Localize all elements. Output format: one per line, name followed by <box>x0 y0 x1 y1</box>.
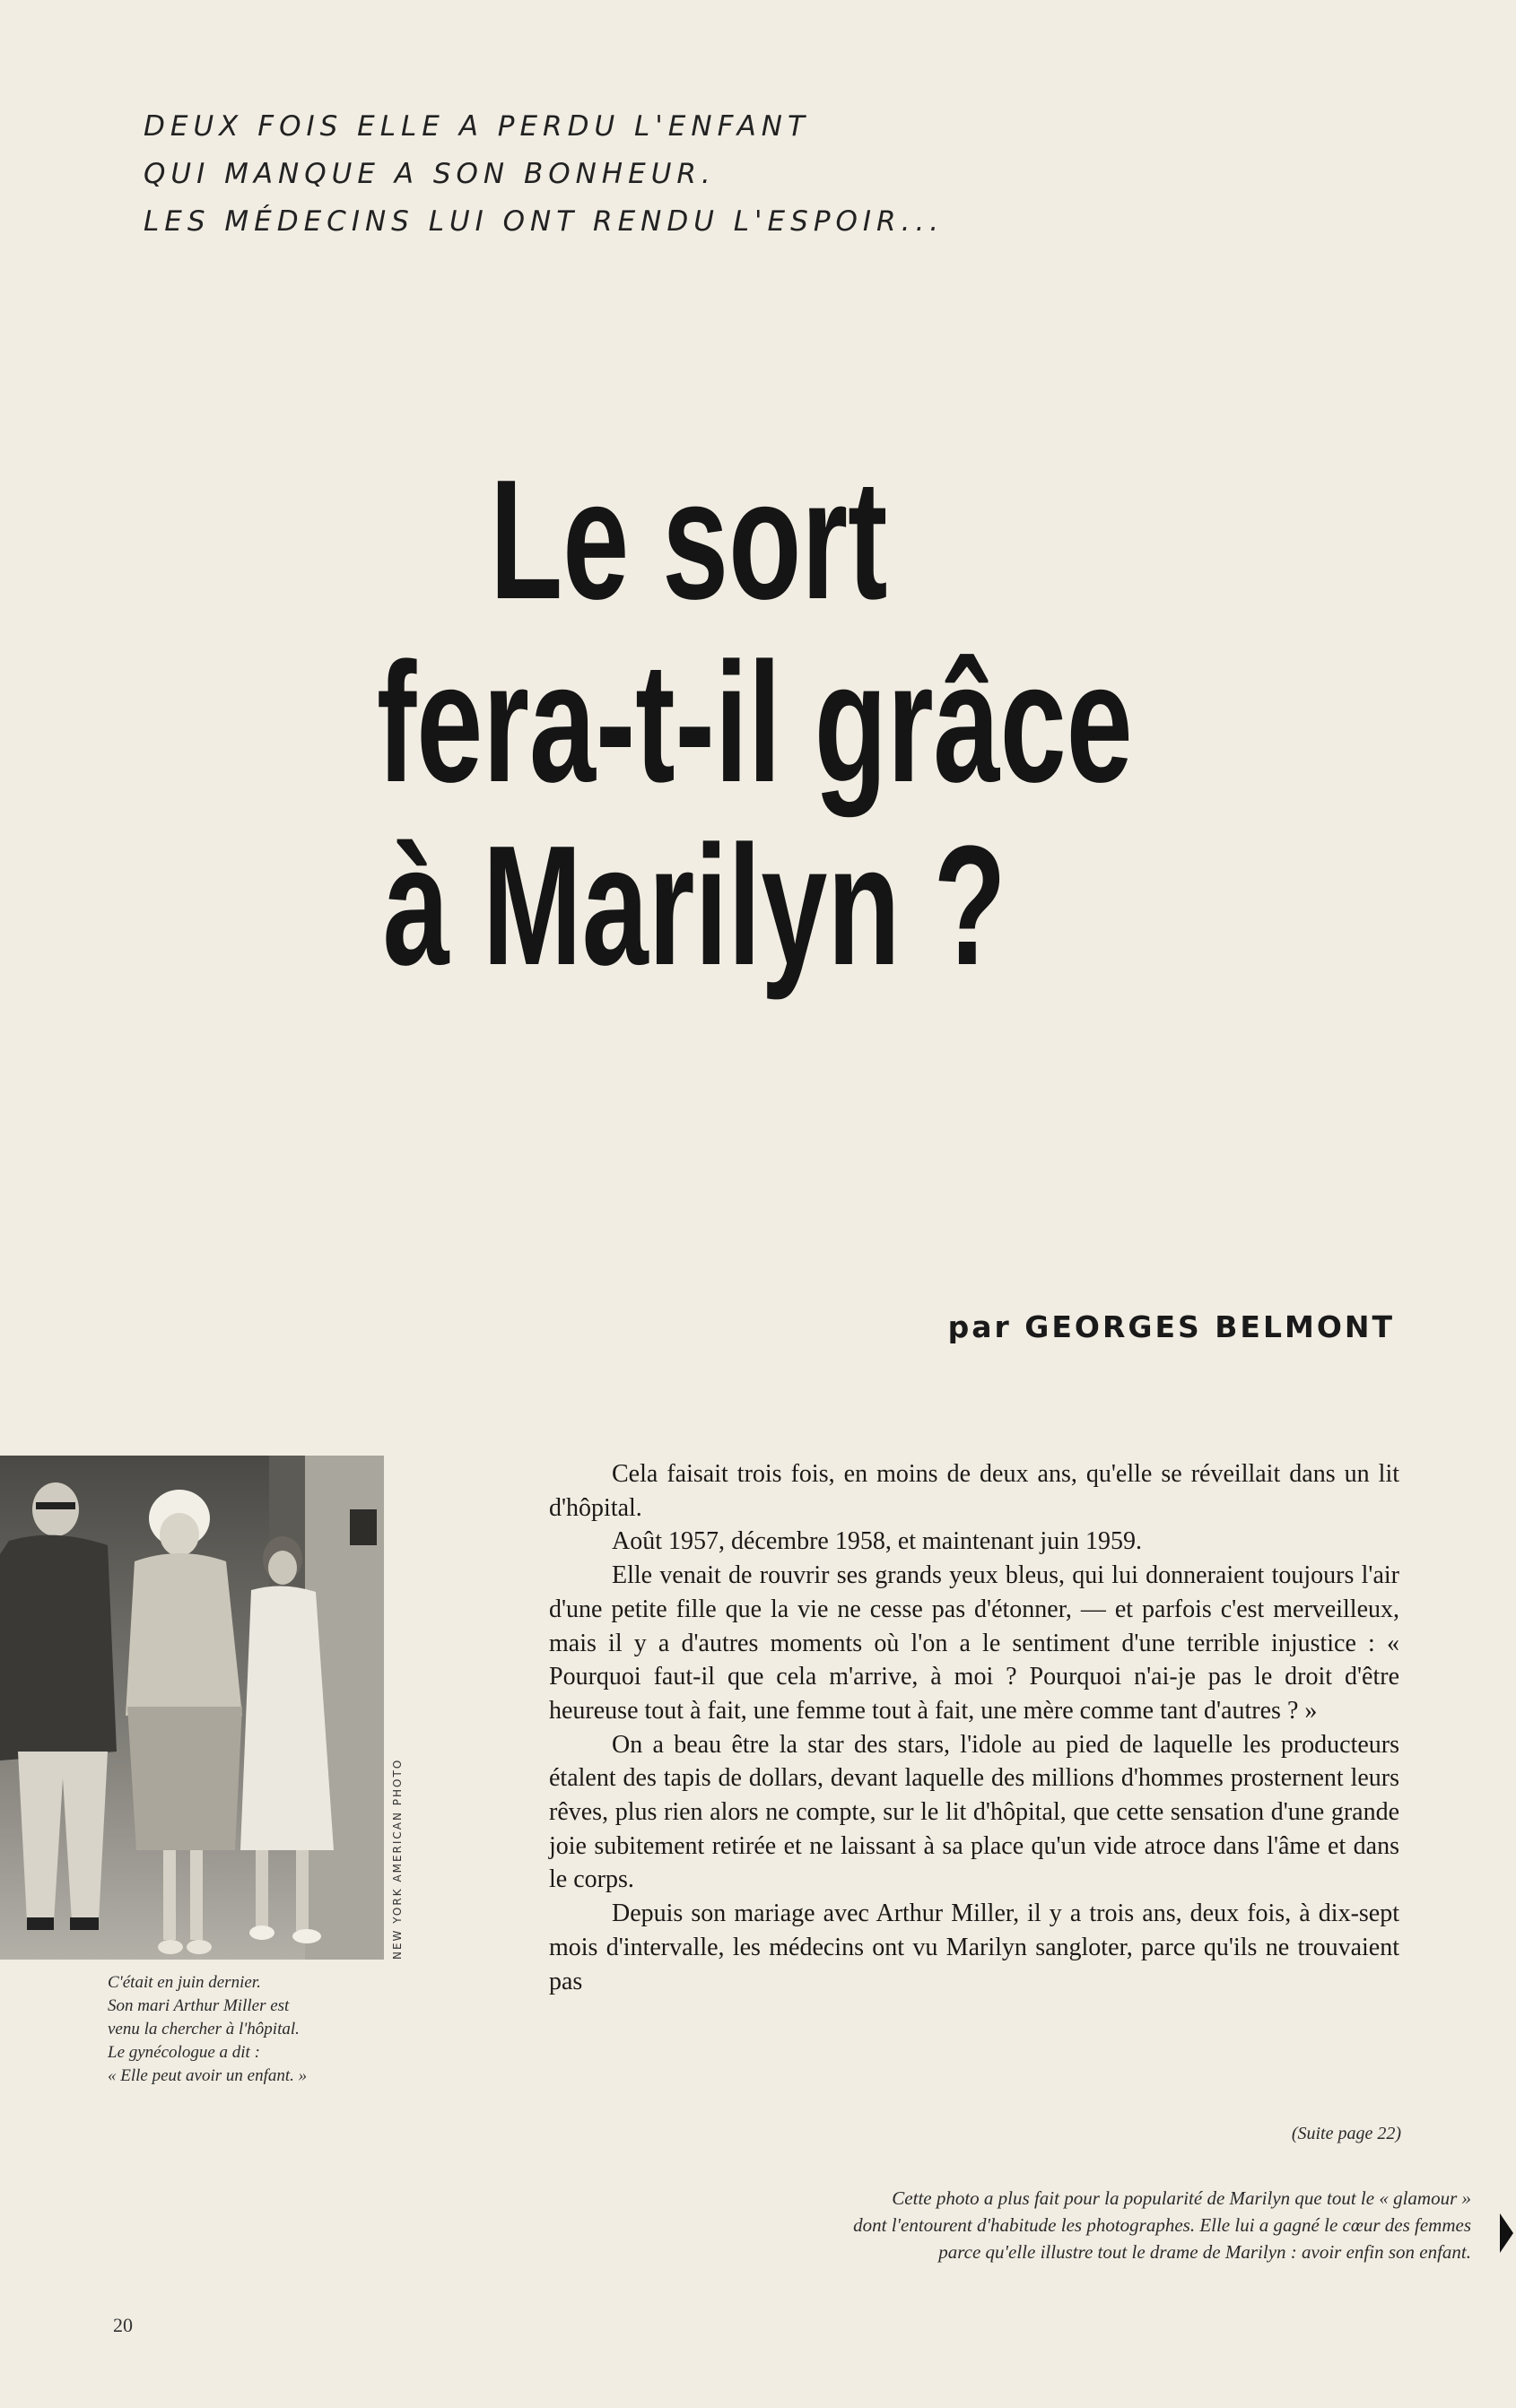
caption-line: « Elle peut avoir un enfant. » <box>108 2066 308 2085</box>
title-line: fera-t-il grâce <box>377 628 1133 818</box>
title-line: à Marilyn ? <box>383 811 1006 1001</box>
photo-illustration <box>0 1456 384 1960</box>
kicker-text <box>144 103 1130 246</box>
lower-caption <box>484 2185 1471 2265</box>
article-body <box>549 1457 1399 1998</box>
triangle-pointer-icon <box>1500 2213 1513 2253</box>
caption-line: dont l'entourent d'habitude les photographes. Elle lui a gagné le cœur des femmes <box>853 2214 1471 2236</box>
body-paragraph: On a beau être la star des stars, l'idole au pied de laquelle les producteurs étalent des tapis de dollars, devant laquelle des millions d'hommes prosternent leurs rêves, plus rien alors ne compte, sur le lit d'hôpital, que cette sensation d'une grande joie subitement retirée et ne laissant à sa place qu'un vide atroce dans l'âme et dans le corps. <box>549 1730 1399 1894</box>
author-byline: par GEORGES BELMONT <box>947 1309 1395 1344</box>
news-photo <box>0 1456 384 1960</box>
photo-credit: NEW YORK AMERICAN PHOTO <box>391 1758 404 1960</box>
title-line: Le sort <box>490 445 888 635</box>
caption-line: parce qu'elle illustre tout le drame de Marilyn : avoir enfin son enfant. <box>938 2241 1471 2263</box>
body-paragraph: Depuis son mariage avec Arthur Miller, il y a trois ans, deux fois, à dix-sept mois d'intervalle, les médecins ont vu Marilyn sangloter, parce qu'ils ne trouvaient pas <box>549 1899 1399 1995</box>
body-paragraph: Cela faisait trois fois, en moins de deux ans, qu'elle se réveillait dans un lit d'hôpital. <box>549 1460 1399 1522</box>
caption-line: Cette photo a plus fait pour la popularité de Marilyn que tout le « glamour » <box>892 2187 1471 2209</box>
kicker-line: LES MÉDECINS LUI ONT RENDU L'ESPOIR... <box>144 205 945 238</box>
page-number: 20 <box>113 2314 133 2336</box>
caption-line: Le gynécologue a dit : <box>108 2043 260 2062</box>
body-paragraph: Elle venait de rouvrir ses grands yeux bleus, qui lui donneraient toujours l'air d'une petite fille que la vie ne cesse pas d'étonner, — et parfois c'est merveilleux, mais il y a d'autres moments où l'on a le sentiment d'une terrible injustice : « Pourquoi faut-il que cela m'arrive, à moi ? Pourquoi n'ai-je pas le droit d'être heureuse tout à fait, une femme tout à fait, une mère comme tant d'autres ? » <box>549 1561 1399 1725</box>
continued-note: (Suite page 22) <box>1291 2124 1401 2143</box>
caption-line: Son mari Arthur Miller est <box>108 1996 290 2015</box>
body-paragraph: Août 1957, décembre 1958, et maintenant juin 1959. <box>612 1527 1142 1556</box>
article-title <box>377 445 1133 1001</box>
kicker-line: DEUX FOIS ELLE A PERDU L'ENFANT <box>144 110 810 143</box>
photo-caption <box>108 1971 449 2088</box>
caption-line: C'était en juin dernier. <box>108 1973 261 1992</box>
kicker-line: QUI MANQUE A SON BONHEUR. <box>144 158 716 190</box>
caption-line: venu la chercher à l'hôpital. <box>108 2020 300 2039</box>
